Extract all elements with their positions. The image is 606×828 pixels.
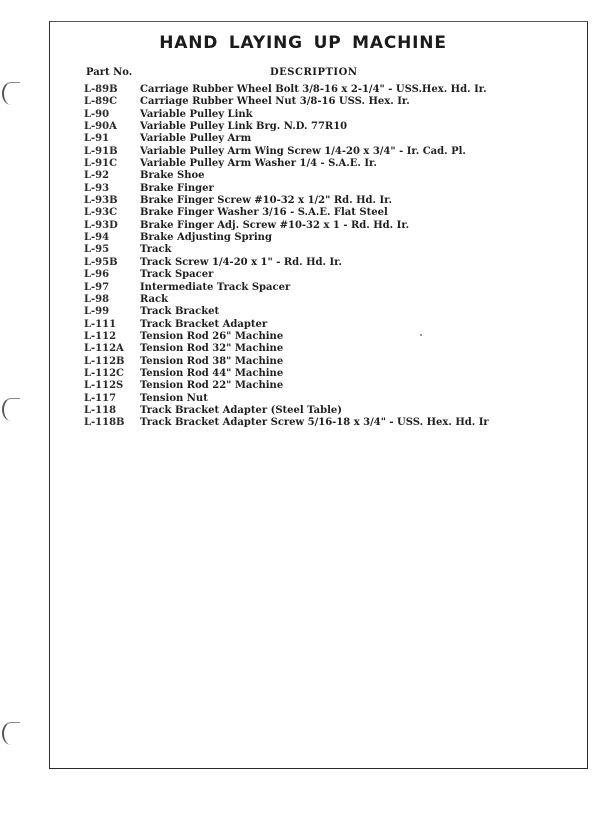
parts-list-row [0, 380, 606, 392]
part-description: Variable Pulley Arm [140, 133, 252, 145]
part-number: L-93C [84, 207, 118, 219]
part-number: L-90A [84, 121, 117, 133]
parts-list-row [0, 133, 606, 145]
part-description: Track Bracket [140, 306, 220, 318]
part-number: L-91B [84, 145, 118, 157]
part-number: L-94 [84, 232, 110, 244]
part-description: Brake Shoe [140, 170, 205, 182]
parts-list-row [0, 405, 606, 417]
parts-list-row [0, 96, 606, 108]
binder-hole-mark-bottom [2, 722, 20, 745]
parts-list-row [0, 121, 606, 133]
part-description: Tension Rod 44" Machine [140, 367, 284, 379]
parts-list-row [0, 356, 606, 368]
part-description: Intermediate Track Spacer [140, 281, 291, 293]
parts-list-row [0, 232, 606, 244]
parts-list-row [0, 207, 606, 219]
part-number: L-93 [84, 182, 110, 194]
speck [420, 334, 422, 336]
parts-list-row [0, 84, 606, 96]
part-description: Variable Pulley Link Brg. N.D. 77R10 [140, 121, 348, 133]
part-description: Brake Finger Screw #10-32 x 1/2" Rd. Hd. Ir. [140, 195, 393, 207]
part-number: L-93D [84, 219, 118, 231]
part-no-column-header: Part No. [86, 67, 133, 78]
parts-list-row [0, 282, 606, 294]
part-description: Carriage Rubber Wheel Bolt 3/8-16 x 2-1/4" - USS.Hex. Hd. Ir. [140, 84, 487, 95]
part-description: Track Bracket Adapter Screw 5/16-18 x 3/4" - USS. Hex. Hd. Ir [140, 417, 489, 429]
parts-list-row [0, 417, 606, 429]
parts-list-row [0, 294, 606, 306]
part-number: L-90 [84, 108, 110, 120]
parts-list-row [0, 368, 606, 380]
part-number: L-89B [84, 84, 118, 95]
part-number: L-112 [84, 330, 117, 342]
parts-list-row [0, 393, 606, 405]
part-description: Track Screw 1/4-20 x 1" - Rd. Hd. Ir. [140, 256, 343, 268]
description-column-header: DESCRIPTION [270, 67, 358, 78]
part-number: L-91C [84, 158, 118, 170]
parts-list-row [0, 158, 606, 170]
parts-list-row [0, 306, 606, 318]
parts-list-row [0, 170, 606, 182]
part-description: Track Bracket Adapter (Steel Table) [140, 404, 343, 416]
part-description: Track [140, 244, 172, 256]
parts-list-row [0, 257, 606, 269]
part-description: Variable Pulley Arm Washer 1/4 - S.A.E. Ir. [140, 158, 377, 170]
part-number: L-98 [84, 293, 110, 305]
part-number: L-96 [84, 269, 110, 281]
parts-list-row [0, 319, 606, 331]
part-number: L-118B [84, 417, 125, 429]
part-number: L-118 [84, 404, 117, 416]
parts-list-row [0, 146, 606, 158]
part-number: L-91 [84, 133, 110, 145]
part-number: L-95B [84, 256, 118, 268]
parts-list-row [0, 343, 606, 355]
part-number: L-112S [84, 380, 124, 392]
parts-list-row [0, 183, 606, 195]
part-description: Tension Rod 38" Machine [140, 355, 284, 367]
part-description: Tension Nut [140, 392, 208, 404]
part-description: Variable Pulley Arm Wing Screw 1/4-20 x 3/4" - Ir. Cad. Pl. [140, 145, 466, 157]
parts-list-row [0, 244, 606, 256]
parts-list-row [0, 269, 606, 281]
parts-list-row [0, 331, 606, 343]
part-number: L-112B [84, 355, 125, 367]
part-description: Tension Rod 22" Machine [140, 380, 284, 392]
part-number: L-89C [84, 96, 118, 108]
part-number: L-99 [84, 306, 110, 318]
part-number: L-112C [84, 367, 125, 379]
part-number: L-112A [84, 343, 124, 355]
part-description: Track Spacer [140, 269, 214, 281]
part-number: L-95 [84, 244, 110, 256]
part-description: Brake Finger Adj. Screw #10-32 x 1 - Rd. Hd. Ir. [140, 219, 410, 231]
part-description: Brake Finger [140, 182, 214, 194]
part-description: Rack [140, 293, 169, 305]
parts-list-row [0, 220, 606, 232]
part-number: L-93B [84, 195, 118, 207]
part-number: L-111 [84, 318, 117, 330]
part-description: Carriage Rubber Wheel Nut 3/8-16 USS. Hex. Ir. [140, 96, 410, 108]
page-title: HAND LAYING UP MACHINE [159, 33, 447, 53]
part-description: Brake Finger Washer 3/16 - S.A.E. Flat Steel [140, 207, 388, 219]
part-description: Tension Rod 26" Machine [140, 330, 284, 342]
part-number: L-92 [84, 170, 110, 182]
parts-list-row [0, 195, 606, 207]
part-description: Brake Adjusting Spring [140, 232, 272, 244]
part-description: Track Bracket Adapter [140, 318, 268, 330]
part-number: L-117 [84, 392, 117, 404]
part-description: Tension Rod 32" Machine [140, 343, 284, 355]
part-description: Variable Pulley Link [140, 108, 253, 120]
part-number: L-97 [84, 281, 110, 293]
parts-list [0, 84, 606, 430]
parts-list-row [0, 109, 606, 121]
